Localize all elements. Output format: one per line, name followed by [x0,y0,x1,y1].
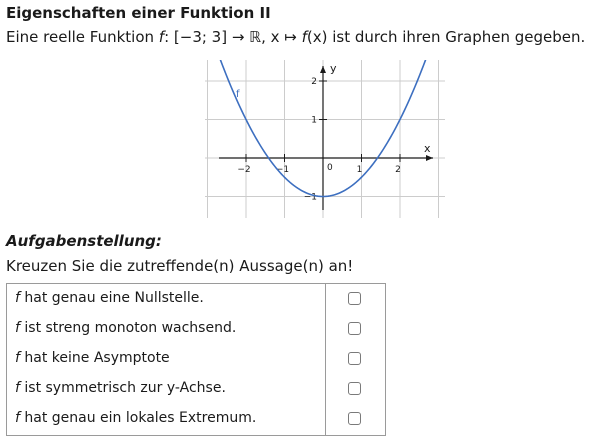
option-checkbox[interactable] [348,322,361,335]
option-f: f [15,410,20,426]
intro-f: f [158,28,165,46]
function-label: f [236,89,240,100]
graph-ticks [237,77,401,203]
x-tick-label: 1 [356,165,363,175]
graph-axes [219,66,433,210]
option-checkbox[interactable] [348,292,361,305]
x-tick-label: 2 [395,165,401,175]
option-row [7,284,385,314]
function-graph [205,60,445,218]
option-text [15,350,170,366]
intro-part2: : [−3; 3] → ℝ, x ↦ [164,28,302,46]
x-tick-label: −2 [237,165,251,175]
x-tick-label: −1 [275,165,290,175]
option-label: hat genau ein lokales Extremum. [19,410,257,426]
option-label: ist streng monoton wachsend. [19,320,237,336]
option-row [7,374,385,404]
option-label: ist symmetrisch zur y-Achse. [19,380,226,396]
option-f: f [15,380,20,396]
option-label: hat genau eine Nullstelle. [19,290,204,306]
option-checkbox[interactable] [348,352,361,365]
y-tick-label: 2 [311,77,317,87]
graph-grid [205,60,445,218]
option-row [7,314,385,344]
origin-label: 0 [327,163,333,173]
option-f: f [15,320,20,336]
task-heading: Aufgabenstellung: [6,232,162,250]
option-checkbox[interactable] [348,412,361,425]
task-instruction: Kreuzen Sie die zutreffende(n) Aussage(n) an! [6,257,354,275]
intro-fx: f [301,28,307,46]
x-axis-arrow [426,155,433,161]
option-text [15,290,204,306]
page-title: Eigenschaften einer Funktion II [6,4,271,22]
option-f: f [15,350,20,366]
y-axis-arrow [320,66,326,73]
y-axis-label: y [330,62,337,75]
option-text [15,320,236,336]
option-text [15,410,256,426]
y-tick-label: −1 [303,192,317,203]
intro-text [6,28,585,46]
y-tick-label: 1 [311,115,317,126]
option-text [15,380,226,396]
intro-part3: (x) ist durch ihren Graphen gegeben. [306,28,586,46]
options-table [6,283,386,436]
option-f: f [15,290,20,306]
option-checkbox[interactable] [348,382,361,395]
intro-part1: Eine reelle Funktion [6,28,159,46]
option-row [7,344,385,374]
option-row [7,404,385,434]
x-axis-label: x [424,142,431,155]
option-label: hat keine Asymptote [19,350,170,366]
